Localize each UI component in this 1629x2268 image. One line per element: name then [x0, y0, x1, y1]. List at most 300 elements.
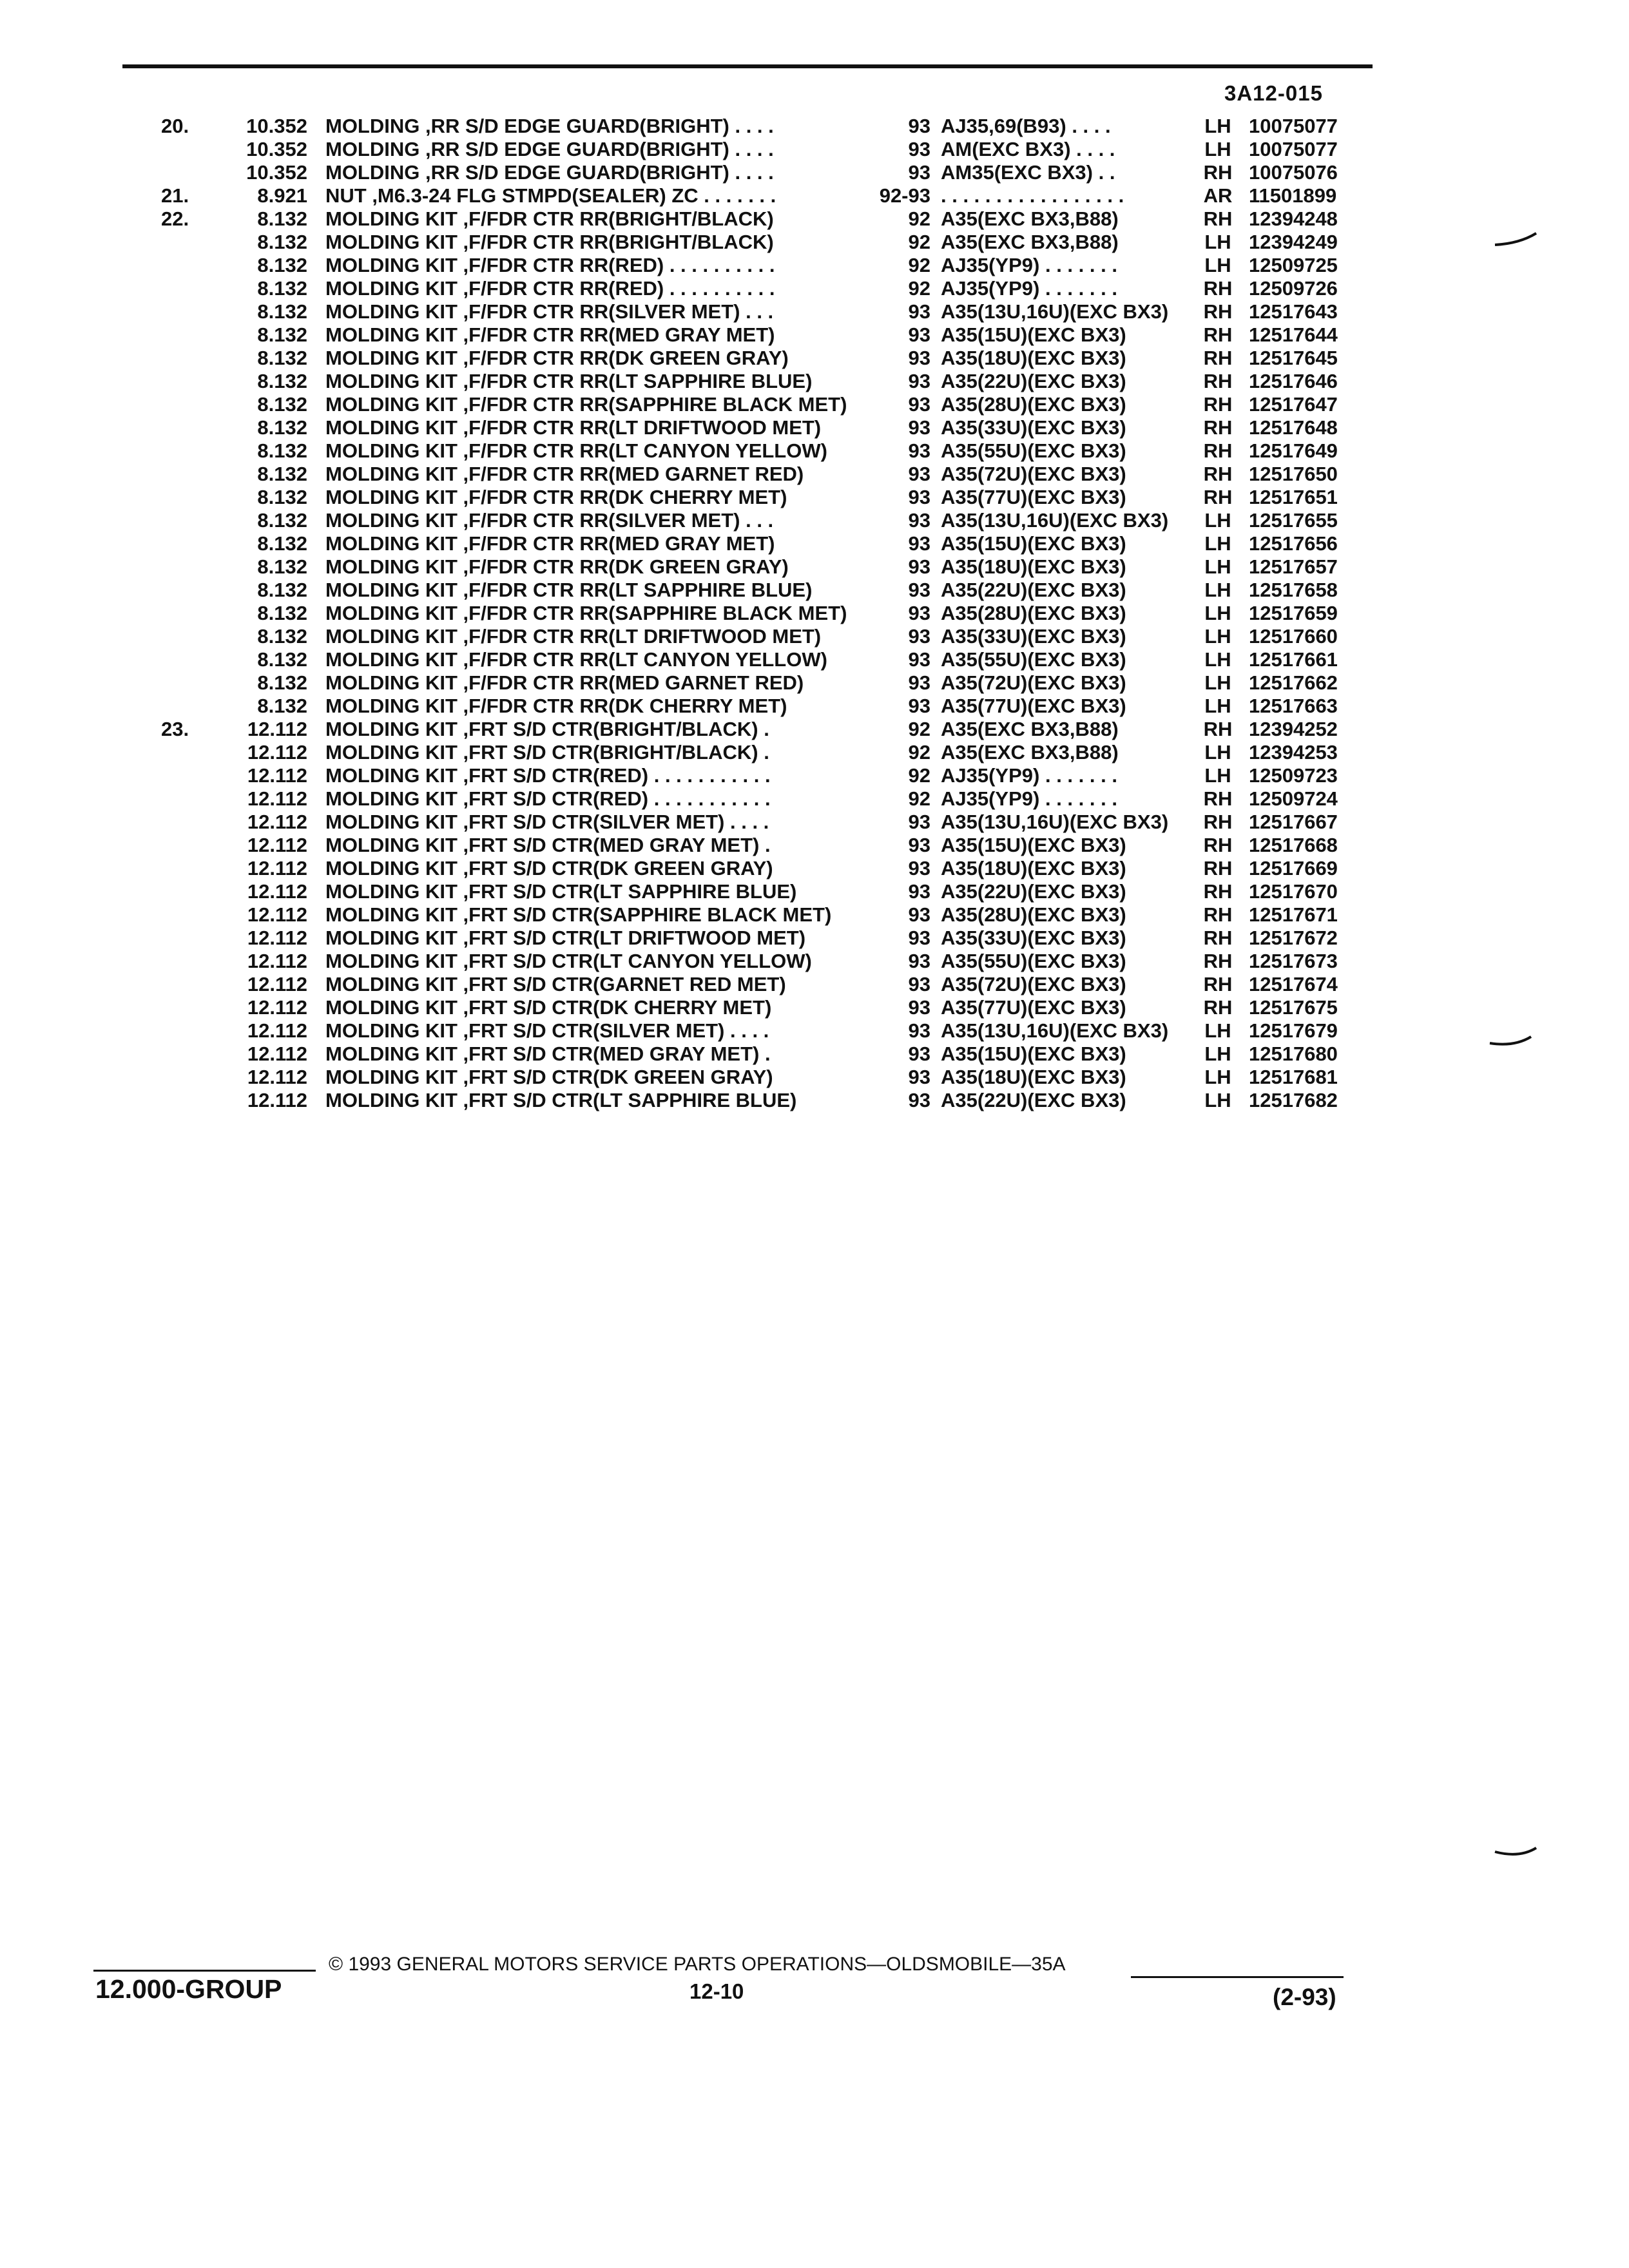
part-description: NUT ,M6.3-24 FLG STMPD(SEALER) ZC . . . . . . .: [325, 184, 776, 207]
part-description: MOLDING KIT ,FRT S/D CTR(LT DRIFTWOOD MET): [325, 927, 806, 949]
table-row: [116, 927, 1379, 950]
usage-code: A35(33U)(EXC BX3): [941, 927, 1126, 949]
part-description: MOLDING KIT ,F/FDR CTR RR(MED GRAY MET): [325, 323, 775, 346]
model-year: 93: [908, 648, 930, 671]
group-number: 12.112: [247, 741, 307, 764]
group-number: 12.112: [247, 718, 307, 740]
table-row: [116, 300, 1379, 323]
model-year: 93: [908, 973, 930, 995]
part-number: 12517671: [1249, 903, 1338, 926]
group-number: 12.112: [247, 787, 307, 810]
table-row: [116, 787, 1379, 811]
ref-number: [116, 1089, 213, 1112]
ref-number: [116, 231, 213, 254]
usage-code: A35(13U,16U)(EXC BX3): [941, 811, 1169, 833]
group-number: 8.132: [257, 439, 307, 462]
part-number: 12517649: [1249, 439, 1338, 462]
part-description: MOLDING KIT ,FRT S/D CTR(MED GRAY MET) .: [325, 834, 771, 856]
part-number: 12394252: [1249, 718, 1338, 740]
group-number: 10.352: [246, 161, 307, 184]
group-number: 10.352: [246, 138, 307, 160]
model-year: 93: [908, 138, 930, 160]
table-row: [116, 138, 1379, 161]
model-year: 93: [908, 463, 930, 485]
table-row: [116, 161, 1379, 184]
group-number: 12.112: [247, 857, 307, 879]
model-year: 92: [908, 254, 930, 276]
usage-code: A35(55U)(EXC BX3): [941, 439, 1126, 462]
ref-number: [116, 903, 213, 927]
side-code: RH: [1203, 857, 1233, 879]
group-number: 8.132: [257, 695, 307, 717]
ref-number: [116, 138, 213, 161]
ref-number: [116, 1019, 213, 1043]
usage-code: A35(13U,16U)(EXC BX3): [941, 1019, 1169, 1042]
model-year: 93: [908, 555, 930, 578]
side-code: LH: [1204, 138, 1231, 160]
group-number: 12.112: [247, 903, 307, 926]
part-description: MOLDING KIT ,FRT S/D CTR(BRIGHT/BLACK) .: [325, 741, 769, 764]
usage-code: A35(22U)(EXC BX3): [941, 1089, 1126, 1111]
model-year: 93: [908, 880, 930, 903]
table-row: [116, 277, 1379, 300]
side-code: RH: [1203, 416, 1233, 439]
ref-number: [116, 1043, 213, 1066]
ref-number: [116, 857, 213, 880]
group-number: 12.112: [247, 973, 307, 995]
ref-number: [116, 161, 213, 184]
table-row: [116, 903, 1379, 927]
side-code: LH: [1204, 1089, 1231, 1111]
usage-code: A35(72U)(EXC BX3): [941, 463, 1126, 485]
model-year: 93: [908, 439, 930, 462]
part-number: 12517669: [1249, 857, 1338, 879]
group-number: 12.112: [247, 996, 307, 1019]
ref-number: 20.: [161, 115, 189, 137]
group-number: 8.132: [257, 671, 307, 694]
table-row: [116, 1019, 1379, 1043]
ref-number: [116, 764, 213, 787]
table-row: [116, 1066, 1379, 1089]
group-number: 12.112: [247, 1043, 307, 1065]
group-number: 8.132: [257, 393, 307, 416]
model-year: 93: [908, 996, 930, 1019]
side-code: RH: [1203, 880, 1233, 903]
part-number: 12517644: [1249, 323, 1338, 346]
part-number: 12517659: [1249, 602, 1338, 624]
model-year: 93: [908, 532, 930, 555]
table-row: [116, 439, 1379, 463]
model-year: 93: [908, 950, 930, 972]
ref-number: [116, 300, 213, 323]
table-row: [116, 416, 1379, 439]
side-code: LH: [1204, 602, 1231, 624]
part-description: MOLDING KIT ,F/FDR CTR RR(RED) . . . . . . . . . .: [325, 254, 775, 276]
model-year: 93: [908, 927, 930, 949]
model-year: 92: [908, 718, 930, 740]
model-year: 93: [908, 161, 930, 184]
side-code: LH: [1204, 1066, 1231, 1088]
group-number: 8.132: [257, 555, 307, 578]
part-description: MOLDING KIT ,F/FDR CTR RR(DK CHERRY MET): [325, 695, 787, 717]
usage-code: A35(28U)(EXC BX3): [941, 602, 1126, 624]
side-code: LH: [1204, 625, 1231, 648]
part-number: 12517680: [1249, 1043, 1338, 1065]
group-number: 8.132: [257, 231, 307, 253]
side-code: LH: [1204, 254, 1231, 276]
table-row: [116, 486, 1379, 509]
group-number: 8.132: [257, 625, 307, 648]
part-number: 12517655: [1249, 509, 1338, 532]
part-number: 12517651: [1249, 486, 1338, 508]
side-code: LH: [1204, 115, 1231, 137]
model-year: 93: [908, 1019, 930, 1042]
footer-copyright: © 1993 GENERAL MOTORS SERVICE PARTS OPERATIONS—OLDSMOBILE—35A: [329, 1954, 1066, 1975]
side-code: RH: [1203, 323, 1233, 346]
ref-number: 21.: [161, 184, 189, 207]
part-number: 12509723: [1249, 764, 1338, 787]
group-number: 12.112: [247, 811, 307, 833]
table-row: [116, 857, 1379, 880]
part-number: 12517668: [1249, 834, 1338, 856]
table-row: [116, 834, 1379, 857]
part-description: MOLDING KIT ,F/FDR CTR RR(BRIGHT/BLACK): [325, 231, 774, 253]
group-number: 8.132: [257, 648, 307, 671]
part-description: MOLDING KIT ,FRT S/D CTR(SAPPHIRE BLACK MET): [325, 903, 832, 926]
model-year: 93: [908, 347, 930, 369]
footer-group: 12.000-GROUP: [95, 1974, 282, 2004]
side-code: LH: [1204, 695, 1231, 717]
usage-code: A35(33U)(EXC BX3): [941, 416, 1126, 439]
part-description: MOLDING KIT ,FRT S/D CTR(SILVER MET) . . . .: [325, 811, 769, 833]
usage-code: A35(EXC BX3,B88): [941, 718, 1119, 740]
usage-code: A35(55U)(EXC BX3): [941, 950, 1126, 972]
ref-number: [116, 811, 213, 834]
usage-code: A35(22U)(EXC BX3): [941, 579, 1126, 601]
usage-code: A35(15U)(EXC BX3): [941, 1043, 1126, 1065]
table-row: [116, 625, 1379, 648]
part-number: 12517673: [1249, 950, 1338, 972]
part-description: MOLDING KIT ,F/FDR CTR RR(LT CANYON YELLOW): [325, 648, 827, 671]
part-number: 12509726: [1249, 277, 1338, 300]
model-year: 93: [908, 1089, 930, 1111]
side-code: RH: [1203, 718, 1233, 740]
side-code: RH: [1203, 903, 1233, 926]
model-year: 93: [908, 323, 930, 346]
model-year: 93: [908, 370, 930, 392]
group-number: 8.132: [257, 602, 307, 624]
ref-number: [116, 671, 213, 695]
footer-page-number: 12-10: [689, 1979, 744, 2003]
model-year: 93: [908, 811, 930, 833]
usage-code: A35(77U)(EXC BX3): [941, 695, 1126, 717]
model-year: 92: [908, 231, 930, 253]
ref-number: [116, 880, 213, 903]
part-number: 12517657: [1249, 555, 1338, 578]
usage-code: A35(55U)(EXC BX3): [941, 648, 1126, 671]
part-description: MOLDING KIT ,FRT S/D CTR(MED GRAY MET) .: [325, 1043, 771, 1065]
ref-number: [116, 927, 213, 950]
ref-number: [116, 625, 213, 648]
side-code: RH: [1203, 927, 1233, 949]
usage-code: A35(15U)(EXC BX3): [941, 834, 1126, 856]
usage-code: A35(EXC BX3,B88): [941, 231, 1119, 253]
model-year: 92: [908, 207, 930, 230]
usage-code: A35(EXC BX3,B88): [941, 741, 1119, 764]
group-number: 8.132: [257, 300, 307, 323]
side-code: LH: [1204, 555, 1231, 578]
ref-number: [116, 463, 213, 486]
side-code: RH: [1203, 439, 1233, 462]
usage-code: AJ35(YP9) . . . . . . .: [941, 254, 1117, 276]
model-year: 93: [908, 393, 930, 416]
table-row: [116, 1043, 1379, 1066]
group-number: 10.352: [246, 115, 307, 137]
binder-mark-icon: [1489, 1034, 1534, 1050]
part-number: 12517679: [1249, 1019, 1338, 1042]
table-row: [116, 555, 1379, 579]
table-row: [116, 811, 1379, 834]
group-number: 8.132: [257, 579, 307, 601]
table-row: [116, 509, 1379, 532]
side-code: RH: [1203, 207, 1233, 230]
part-number: 12517681: [1249, 1066, 1338, 1088]
side-code: RH: [1203, 347, 1233, 369]
part-number: 12394248: [1249, 207, 1338, 230]
model-year: 92: [908, 787, 930, 810]
group-number: 8.132: [257, 254, 307, 276]
part-number: 12517661: [1249, 648, 1338, 671]
usage-code: A35(15U)(EXC BX3): [941, 532, 1126, 555]
part-number: 12394253: [1249, 741, 1338, 764]
usage-code: AJ35(YP9) . . . . . . .: [941, 277, 1117, 300]
usage-code: AJ35(YP9) . . . . . . .: [941, 787, 1117, 810]
usage-code: A35(EXC BX3,B88): [941, 207, 1119, 230]
group-number: 8.132: [257, 207, 307, 230]
group-number: 12.112: [247, 950, 307, 972]
part-description: MOLDING KIT ,FRT S/D CTR(LT SAPPHIRE BLUE): [325, 1089, 797, 1111]
ref-number: [116, 532, 213, 555]
ref-number: 22.: [161, 207, 189, 230]
part-description: MOLDING KIT ,F/FDR CTR RR(BRIGHT/BLACK): [325, 207, 774, 230]
ref-number: [116, 996, 213, 1019]
usage-code: A35(13U,16U)(EXC BX3): [941, 509, 1169, 532]
part-number: 12517656: [1249, 532, 1338, 555]
side-code: RH: [1203, 161, 1233, 184]
part-description: MOLDING KIT ,FRT S/D CTR(DK GREEN GRAY): [325, 1066, 773, 1088]
table-row: [116, 347, 1379, 370]
part-description: MOLDING KIT ,F/FDR CTR RR(SAPPHIRE BLACK MET): [325, 393, 847, 416]
ref-number: [116, 648, 213, 671]
part-number: 10075076: [1249, 161, 1338, 184]
part-description: MOLDING KIT ,F/FDR CTR RR(MED GARNET RED): [325, 671, 804, 694]
part-description: MOLDING KIT ,F/FDR CTR RR(LT DRIFTWOOD MET): [325, 625, 822, 648]
side-code: LH: [1204, 741, 1231, 764]
model-year: 93: [908, 625, 930, 648]
part-number: 12517643: [1249, 300, 1338, 323]
side-code: RH: [1203, 787, 1233, 810]
group-number: 8.132: [257, 347, 307, 369]
table-row: [116, 254, 1379, 277]
side-code: LH: [1204, 509, 1231, 532]
model-year: 92: [908, 277, 930, 300]
usage-code: A35(72U)(EXC BX3): [941, 671, 1126, 694]
side-code: RH: [1203, 277, 1233, 300]
ref-number: [116, 439, 213, 463]
side-code: RH: [1203, 950, 1233, 972]
ref-number: [116, 323, 213, 347]
side-code: RH: [1203, 393, 1233, 416]
part-number: 12517667: [1249, 811, 1338, 833]
usage-code: A35(22U)(EXC BX3): [941, 880, 1126, 903]
side-code: RH: [1203, 463, 1233, 485]
side-code: LH: [1204, 648, 1231, 671]
part-description: MOLDING KIT ,F/FDR CTR RR(RED) . . . . . . . . . .: [325, 277, 775, 300]
side-code: LH: [1204, 1019, 1231, 1042]
model-year: 93: [908, 671, 930, 694]
ref-number: [116, 602, 213, 625]
group-number: 8.921: [257, 184, 307, 207]
part-number: 10075077: [1249, 115, 1338, 137]
table-row: [116, 532, 1379, 555]
ref-number: [116, 416, 213, 439]
usage-code: AM(EXC BX3) . . . .: [941, 138, 1115, 160]
part-number: 10075077: [1249, 138, 1338, 160]
part-number: 11501899: [1249, 184, 1337, 207]
ref-number: [116, 695, 213, 718]
usage-code: . . . . . . . . . . . . . . . . .: [941, 184, 1124, 207]
part-number: 12509724: [1249, 787, 1338, 810]
table-row: [116, 973, 1379, 996]
group-number: 8.132: [257, 416, 307, 439]
group-number: 8.132: [257, 532, 307, 555]
part-number: 12517645: [1249, 347, 1338, 369]
table-row: [116, 741, 1379, 764]
model-year: 93: [908, 115, 930, 137]
model-year: 93: [908, 486, 930, 508]
table-row: [116, 950, 1379, 973]
table-row: [116, 207, 1379, 231]
part-description: MOLDING KIT ,FRT S/D CTR(RED) . . . . . . . . . . .: [325, 764, 771, 787]
usage-code: A35(77U)(EXC BX3): [941, 486, 1126, 508]
usage-code: AJ35,69(B93) . . . .: [941, 115, 1111, 137]
part-number: 12517658: [1249, 579, 1338, 601]
part-description: MOLDING KIT ,FRT S/D CTR(LT SAPPHIRE BLUE): [325, 880, 797, 903]
table-row: [116, 764, 1379, 787]
footer-rule-left: [93, 1970, 316, 1972]
part-number: 12517663: [1249, 695, 1338, 717]
table-row: [116, 463, 1379, 486]
usage-code: A35(15U)(EXC BX3): [941, 323, 1126, 346]
binder-mark-icon: [1494, 1844, 1539, 1860]
footer-date-code: (2-93): [1273, 1984, 1336, 2010]
side-code: LH: [1204, 532, 1231, 555]
side-code: RH: [1203, 834, 1233, 856]
part-description: MOLDING KIT ,F/FDR CTR RR(LT SAPPHIRE BLUE): [325, 579, 813, 601]
parts-table: [116, 115, 1379, 1112]
parts-table-body: [116, 115, 1379, 1112]
usage-code: A35(22U)(EXC BX3): [941, 370, 1126, 392]
group-number: 8.132: [257, 277, 307, 300]
side-code: LH: [1204, 671, 1231, 694]
side-code: RH: [1203, 300, 1233, 323]
group-number: 8.132: [257, 486, 307, 508]
part-description: MOLDING ,RR S/D EDGE GUARD(BRIGHT) . . . .: [325, 138, 774, 160]
ref-number: [116, 393, 213, 416]
table-row: [116, 115, 1379, 138]
part-number: 12517650: [1249, 463, 1338, 485]
table-row: [116, 648, 1379, 671]
model-year: 93: [908, 695, 930, 717]
part-number: 12517682: [1249, 1089, 1338, 1111]
part-number: 12517646: [1249, 370, 1338, 392]
footer-rule-right: [1131, 1976, 1344, 1978]
usage-code: AM35(EXC BX3) . .: [941, 161, 1115, 184]
ref-number: 23.: [161, 718, 189, 740]
group-number: 12.112: [247, 834, 307, 856]
part-description: MOLDING KIT ,F/FDR CTR RR(DK GREEN GRAY): [325, 555, 789, 578]
binder-mark-icon: [1494, 232, 1539, 247]
model-year: 93: [908, 903, 930, 926]
usage-code: A35(18U)(EXC BX3): [941, 857, 1126, 879]
usage-code: A35(28U)(EXC BX3): [941, 393, 1126, 416]
part-description: MOLDING KIT ,FRT S/D CTR(LT CANYON YELLOW): [325, 950, 812, 972]
side-code: RH: [1203, 996, 1233, 1019]
part-number: 12517672: [1249, 927, 1338, 949]
model-year: 93: [908, 1043, 930, 1065]
model-year: 93: [908, 300, 930, 323]
table-row: [116, 579, 1379, 602]
group-number: 12.112: [247, 1089, 307, 1111]
part-description: MOLDING ,RR S/D EDGE GUARD(BRIGHT) . . . .: [325, 161, 774, 184]
model-year: 93: [908, 579, 930, 601]
ref-number: [116, 741, 213, 764]
table-row: [116, 602, 1379, 625]
model-year: 93: [908, 857, 930, 879]
usage-code: A35(72U)(EXC BX3): [941, 973, 1126, 995]
ref-number: [116, 834, 213, 857]
usage-code: A35(13U,16U)(EXC BX3): [941, 300, 1169, 323]
part-number: 12517675: [1249, 996, 1338, 1019]
part-description: MOLDING ,RR S/D EDGE GUARD(BRIGHT) . . . .: [325, 115, 774, 137]
usage-code: A35(77U)(EXC BX3): [941, 996, 1126, 1019]
part-description: MOLDING KIT ,FRT S/D CTR(GARNET RED MET): [325, 973, 786, 995]
side-code: RH: [1203, 370, 1233, 392]
model-year: 92-93: [879, 184, 930, 207]
ref-number: [116, 950, 213, 973]
table-row: [116, 695, 1379, 718]
ref-number: [116, 370, 213, 393]
table-row: [116, 231, 1379, 254]
table-row: [116, 1089, 1379, 1112]
part-description: MOLDING KIT ,F/FDR CTR RR(DK CHERRY MET): [325, 486, 787, 508]
part-description: MOLDING KIT ,F/FDR CTR RR(LT CANYON YELLOW): [325, 439, 827, 462]
group-number: 8.132: [257, 323, 307, 346]
part-number: 12517674: [1249, 973, 1338, 995]
side-code: RH: [1203, 486, 1233, 508]
table-row: [116, 393, 1379, 416]
table-row: [116, 323, 1379, 347]
part-description: MOLDING KIT ,FRT S/D CTR(BRIGHT/BLACK) .: [325, 718, 769, 740]
model-year: 92: [908, 764, 930, 787]
table-row: [116, 880, 1379, 903]
part-description: MOLDING KIT ,F/FDR CTR RR(DK GREEN GRAY): [325, 347, 789, 369]
part-number: 12509725: [1249, 254, 1338, 276]
group-number: 12.112: [247, 1019, 307, 1042]
part-number: 12394249: [1249, 231, 1338, 253]
part-description: MOLDING KIT ,F/FDR CTR RR(MED GARNET RED): [325, 463, 804, 485]
usage-code: A35(18U)(EXC BX3): [941, 347, 1126, 369]
